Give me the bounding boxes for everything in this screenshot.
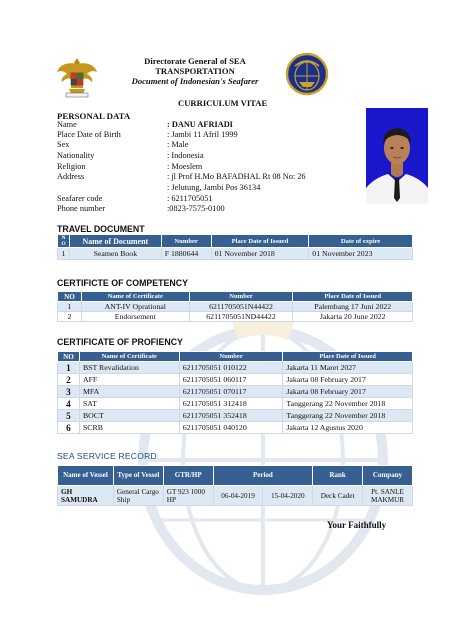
- header-document-title: Document of Indonesian's Seafarer: [131, 76, 259, 86]
- field-value: : Jambi 11 Afril 1999: [167, 130, 238, 139]
- travel-document-title: TRAVEL DOCUMENT: [57, 224, 145, 234]
- cell-no: 1: [58, 302, 82, 312]
- table-row: [58, 486, 413, 506]
- field-label: Phone number: [57, 204, 106, 213]
- field-value: : DANU AFRIADI: [167, 120, 233, 129]
- col-header: Name of Certificate: [79, 352, 179, 362]
- table-row: [58, 422, 413, 434]
- cell-no: 5: [58, 410, 80, 422]
- cell-certificate: BST Revalidation: [79, 362, 179, 374]
- cell-issued: Tanggerang 22 November 2018: [283, 398, 413, 410]
- field-label: Name: [57, 120, 77, 129]
- table-row: [58, 386, 413, 398]
- cell-number: F 1880644: [161, 248, 211, 260]
- cv-title: CURRICULUM VITAE: [178, 98, 268, 108]
- cell-certificate: SAT: [79, 398, 179, 410]
- garuda-emblem-icon: [56, 54, 98, 98]
- col-header: N O: [58, 235, 70, 248]
- cell-type: General Cargo Ship: [113, 486, 163, 506]
- travel-document-table: [57, 234, 413, 260]
- proficiency-table: [57, 351, 413, 434]
- col-header: Place Date of Issued: [283, 352, 413, 362]
- cell-number: 6211705051N44422: [189, 302, 293, 312]
- col-header: Number: [161, 235, 211, 248]
- cell-issued: Jakarta 08 February 2017: [283, 386, 413, 398]
- cell-number: 6211705051 070117: [179, 386, 283, 398]
- competency-table: [57, 291, 413, 322]
- col-header: Number: [189, 292, 293, 302]
- cell-number: 6211705051 312418: [179, 398, 283, 410]
- field-value: : Male: [167, 140, 189, 149]
- cell-issued: Jakarta 11 Maret 2027: [283, 362, 413, 374]
- col-header: Name of Vessel: [58, 466, 114, 486]
- proficiency-title: CERTIFICATE OF PROFIENCY: [57, 337, 183, 347]
- table-row: [58, 398, 413, 410]
- cell-number: 6211705051 060117: [179, 374, 283, 386]
- cell-issued: Jakarta 08 February 2017: [283, 374, 413, 386]
- col-header: Type of Vessel: [113, 466, 163, 486]
- cell-certificate: SCRB: [79, 422, 179, 434]
- table-header-row: [58, 466, 413, 486]
- closing-text: Your Faithfully: [327, 520, 387, 530]
- table-header-row: [58, 352, 413, 362]
- col-header: Name of Certificate: [81, 292, 189, 302]
- cell-period-to: 15-04-2020: [263, 486, 313, 506]
- cell-no: 3: [58, 386, 80, 398]
- table-header-row: [58, 235, 413, 248]
- table-row: [58, 362, 413, 374]
- table-row: [58, 374, 413, 386]
- cell-no: 4: [58, 398, 80, 410]
- field-value: : jl Prof H.Mo BAFADHAL Rt 08 No: 26: [167, 172, 306, 181]
- cell-certificate: ANT-IV Oprational: [81, 302, 189, 312]
- dephub-logo-icon: [285, 52, 329, 96]
- field-value: : Moeslem: [167, 162, 203, 171]
- cell-rank: Deck Cadet: [313, 486, 363, 506]
- cell-certificate: BOCT: [79, 410, 179, 422]
- cell-period-from: 06-04-2019: [213, 486, 263, 506]
- sea-service-table: [57, 465, 413, 506]
- sea-service-title: SEA SERVICE RECORD: [57, 451, 157, 461]
- col-header: GTR/HP: [163, 466, 213, 486]
- col-header: Place Date of Issued: [211, 235, 309, 248]
- cell-no: 1: [58, 362, 80, 374]
- header-directorate: Directorate General of SEA: [144, 56, 246, 66]
- cell-number: 6211705051ND44422: [189, 312, 293, 322]
- cell-no: 1: [58, 248, 70, 260]
- col-header: Place Date of Issued: [293, 292, 413, 302]
- col-header: Company: [363, 466, 413, 486]
- field-label: Nationality: [57, 151, 95, 160]
- cell-no: 6: [58, 422, 80, 434]
- header-transportation: TRANSPORTATION: [155, 66, 235, 76]
- table-row: [58, 302, 413, 312]
- field-value: : Jelutung, Jambi Pos 36134: [167, 183, 261, 192]
- field-value: : 6211705051: [167, 194, 213, 203]
- cell-certificate: AFF: [79, 374, 179, 386]
- cell-number: 6211705051 040120: [179, 422, 283, 434]
- cell-issued: Jakarta 20 June 2022: [293, 312, 413, 322]
- col-header: Period: [213, 466, 313, 486]
- col-header: Number: [179, 352, 283, 362]
- col-header: NO: [58, 292, 82, 302]
- field-label: Sex: [57, 140, 70, 149]
- cell-no: 2: [58, 312, 82, 322]
- table-row: [58, 312, 413, 322]
- field-label: Seafarer code: [57, 194, 103, 203]
- table-row: [58, 248, 413, 260]
- table-header-row: [58, 292, 413, 302]
- field-label: Religion: [57, 162, 86, 171]
- cell-certificate: MFA: [79, 386, 179, 398]
- cell-document: Seamen Book: [69, 248, 161, 260]
- field-label: Place Date of Birth: [57, 130, 121, 139]
- field-value: : Indonesia: [167, 151, 204, 160]
- cell-issued: Tanggerang 22 November 2018: [283, 410, 413, 422]
- cell-issued: 01 November 2018: [211, 248, 309, 260]
- col-header: Date of expire: [309, 235, 413, 248]
- col-header: NO: [58, 352, 80, 362]
- cell-company: Pt. SANLE MAKMUR: [363, 486, 413, 506]
- profile-photo: [366, 108, 428, 204]
- cell-expire: 01 November 2023: [309, 248, 413, 260]
- cell-no: 2: [58, 374, 80, 386]
- table-row: [58, 410, 413, 422]
- field-label: Address: [57, 172, 85, 181]
- cell-vessel: GH SAMUDRA: [58, 486, 114, 506]
- col-header: Name of Document: [69, 235, 161, 248]
- cell-certificate: Endorsement: [81, 312, 189, 322]
- personal-data-title: PERSONAL DATA: [57, 111, 131, 121]
- cell-issued: Palembang 17 Juni 2022: [293, 302, 413, 312]
- cell-gt: GT 923 1000 HP: [163, 486, 213, 506]
- col-header: Rank: [313, 466, 363, 486]
- cell-number: 6211705051 352418: [179, 410, 283, 422]
- cell-number: 6211705051 010122: [179, 362, 283, 374]
- field-value: :0823-7575-0100: [167, 204, 225, 213]
- cell-issued: Jakarta 12 Agustus 2020: [283, 422, 413, 434]
- competency-title: CERTIFICTE OF COMPETENCY: [57, 278, 188, 288]
